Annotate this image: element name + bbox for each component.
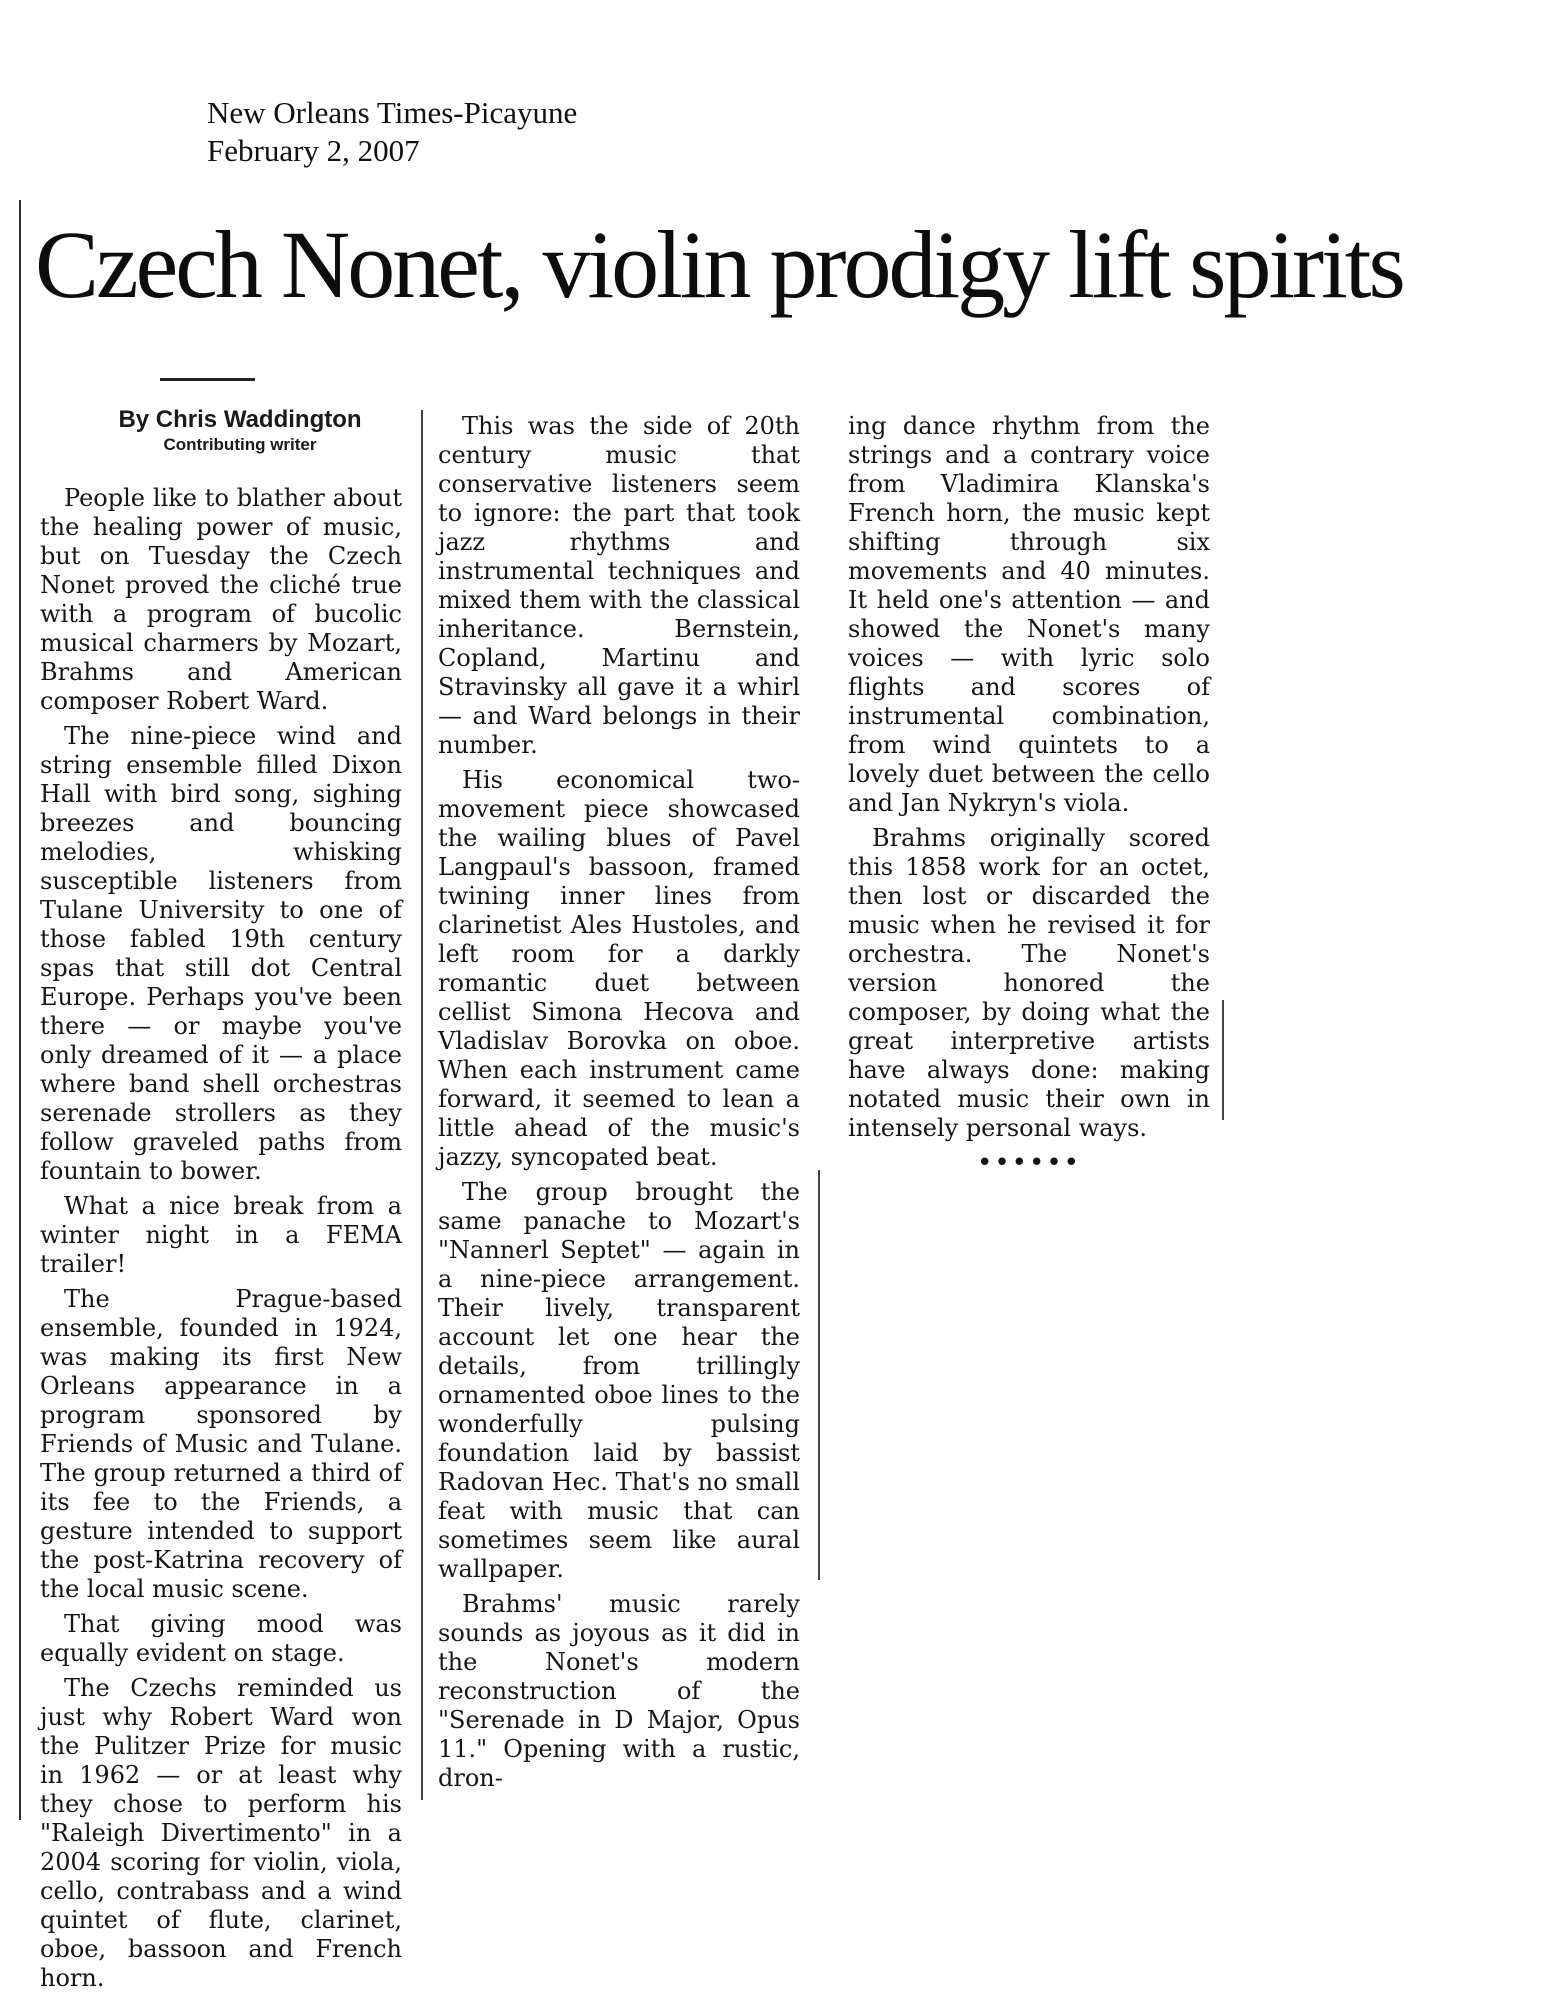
publication-name: New Orleans Times-Picayune <box>207 95 578 130</box>
byline-role: Contributing writer <box>163 435 317 454</box>
byline <box>60 406 420 456</box>
paragraph: His economical two-movement piece showcased the wailing blues of Pavel Langpaul's bassoon, framed twining inner lines from clarinetist Ales Hustoles, and left room for a darkly romantic duet between cellist Simona Hecova and Vladislav Borovka on oboe. When each instrument came forward, it seemed to lean a little ahead of the music's jazzy, syncopated beat. <box>438 766 800 1171</box>
article-column-2 <box>438 412 800 1799</box>
paragraph: What a nice break from a winter night in a FEMA trailer! <box>40 1192 402 1278</box>
paragraph: That giving mood was equally evident on stage. <box>40 1610 402 1667</box>
end-of-article-mark: •••••• <box>976 1148 1081 1178</box>
source-info <box>207 94 577 170</box>
column-divider <box>421 410 423 1800</box>
paragraph: Brahms' music rarely sounds as joyous as it did in the Nonet's modern reconstruction of the "Serenade in D Major, Opus 11." Opening with a rustic, dron- <box>438 1590 800 1792</box>
paragraph: People like to blather about the healing power of music, but on Tuesday the Czech Nonet proved the cliché true with a program of bucolic musical charmers by Mozart, Brahms and American composer Robert Ward. <box>40 484 402 715</box>
byline-rule <box>160 378 255 381</box>
paragraph: The Czechs reminded us just why Robert Ward won the Pulitzer Prize for music in 1962 — or at least why they chose to perform his "Raleigh Divertimento" in a 2004 scoring for violin, viola, cello, contrabass and a wind quintet of flute, clarinet, oboe, bassoon and French horn. <box>40 1674 402 1992</box>
paragraph: Brahms originally scored this 1858 work for an octet, then lost or discarded the music when he revised it for orchestra. The Nonet's version honored the composer, by doing what the great interpretive artists have always done: making notated music their own in intensely personal ways. <box>848 824 1210 1142</box>
paragraph: The Prague-based ensemble, founded in 1924, was making its first New Orleans appearance in a program sponsored by Friends of Music and Tulane. The group returned a third of its fee to the Friends, a gesture intended to support the post-Katrina recovery of the local music scene. <box>40 1285 402 1603</box>
paragraph: The nine-piece wind and string ensemble filled Dixon Hall with bird song, sighing breezes and bouncing melodies, whisking susceptible listeners from Tulane University to one of those fabled 19th century spas that still dot Central Europe. Perhaps you've been there — or maybe you've only dreamed of it — a place where band shell orchestras serenade strollers as they follow graveled paths from fountain to bower. <box>40 722 402 1185</box>
headline: Czech Nonet, violin prodigy lift spirits <box>35 211 1403 318</box>
article-column-1 <box>40 484 402 1999</box>
paragraph: The group brought the same panache to Mozart's "Nannerl Septet" — again in a nine-piece arrangement. Their lively, transparent account let one hear the details, from trillingly ornamented oboe lines to the wonderfully pulsing foundation laid by bassist Radovan Hec. That's no small feat with music that can sometimes seem like aural wallpaper. <box>438 1178 800 1583</box>
column-divider <box>818 1170 820 1580</box>
publication-date: February 2, 2007 <box>207 133 420 168</box>
article-column-3 <box>848 412 1210 1178</box>
paragraph: ing dance rhythm from the strings and a contrary voice from Vladimira Klanska's French horn, the music kept shifting through six movements and 40 minutes. It held one's attention — and showed the Nonet's many voices — with lyric solo flights and scores of instrumental combination, from wind quintets to a lovely duet between the cello and Jan Nykryn's viola. <box>848 412 1210 817</box>
paragraph: This was the side of 20th century music that conservative listeners seem to ignore: the part that took jazz rhythms and instrumental techniques and mixed them with the classical inheritance. Bernstein, Copland, Martinu and Stravinsky all gave it a whirl — and Ward belongs in their number. <box>438 412 800 759</box>
byline-name: By Chris Waddington <box>118 406 362 433</box>
left-margin-rule <box>19 200 21 1820</box>
column-divider <box>1222 1000 1224 1120</box>
